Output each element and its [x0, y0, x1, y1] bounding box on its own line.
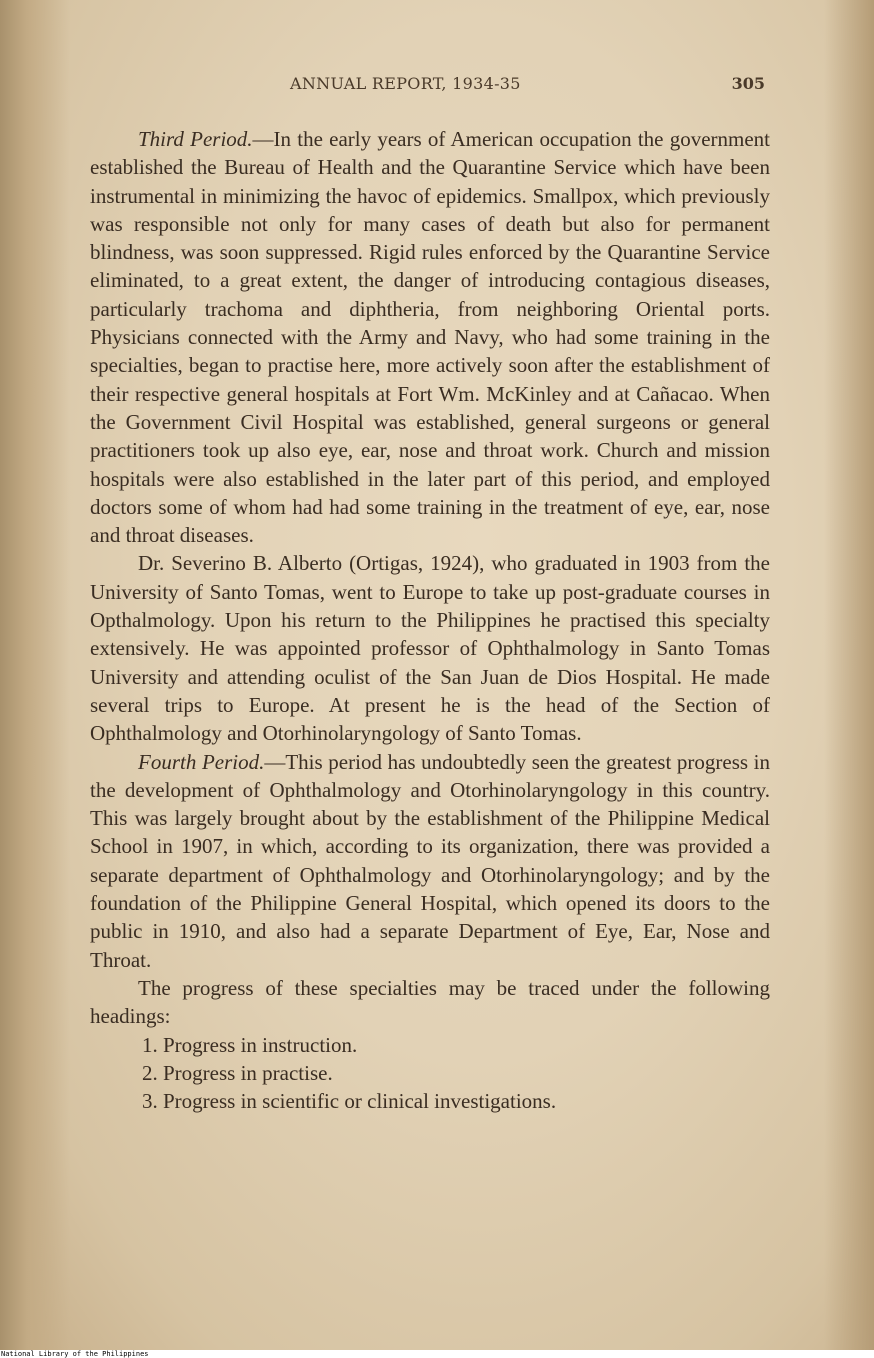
list-item: 3. Progress in scientific or clinical investigations.: [142, 1089, 557, 1114]
third-period-heading: Third Period.: [138, 127, 253, 151]
body-text: [90, 125, 770, 1115]
paragraph-fourth-period: [90, 748, 770, 974]
fourth-period-heading: Fourth Period.: [138, 749, 265, 774]
paragraph-headings-intro: The progress of these specialties may be traced under the following headings:: [90, 975, 770, 1029]
paragraph-third-period: [90, 125, 770, 549]
third-period-text: —In the early years of American occupation the government established the Bureau of Health and the Quarantine Service which have been instrumental in minimizing the havoc of epidemics. Smallpox, which previously was responsible not only for many cases of death but also for permanent blindness, was soon suppressed. Rigid rules enforced by the Quarantine Service eliminated, to a great extent, the danger of introducing contagious diseases, particularly trachoma and diphtheria, from neighboring Oriental ports. Physicians connected with the Army and Navy, who had some training in the specialties, began to practise here, more actively soon after the establishment of their respective general hospitals at Fort Wm. McKinley and at Cañacao. When the Government Civil Hospital was established, general surgeons or general practitioners took up also eye, ear, nose and throat work. Church and mission hospitals were also established in the later part of this period, and employed doctors some of whom had had some training in the treatment of eye, ear, nose and throat diseases.: [90, 127, 771, 548]
page-number: 305: [731, 74, 765, 93]
fourth-period-text: —This period has undoubtedly seen the greatest progress in the development of Ophthalmology and Otorhinolaryngology in this country. This was largely brought about by the establishment of the Philippine Medical School in 1907, in which, according to its organization, there was provided a separate department of Ophthalmology and Otorhinolaryngology; and by the foundation of the Philippine General Hospital, which opened its doors to the public in 1910, and also had a separate Department of Eye, Ear, Nose and Throat.: [90, 749, 770, 972]
progress-list: [90, 1031, 770, 1116]
library-credit: National Library of the Philippines: [1, 1350, 149, 1358]
header-title: ANNUAL REPORT, 1934-35: [290, 74, 521, 93]
list-item: 2. Progress in practise.: [142, 1060, 333, 1085]
list-item: 1. Progress in instruction.: [142, 1032, 358, 1057]
running-header: [290, 74, 765, 102]
paragraph-alberto: Dr. Severino B. Alberto (Ortigas, 1924), who graduated in 1903 from the University of Santo Tomas, went to Europe to take up post-graduate courses in Opthalmology. Upon his return to the Philippines he practised this specialty extensively. He was appointed professor of Ophthalmology in Santo Tomas University and attending oculist of the San Juan de Dios Hospital. He made several trips to Europe. At present he is the head of the Section of Ophthalmology and Otorhinolaryngology of Santo Tomas.: [90, 551, 770, 746]
